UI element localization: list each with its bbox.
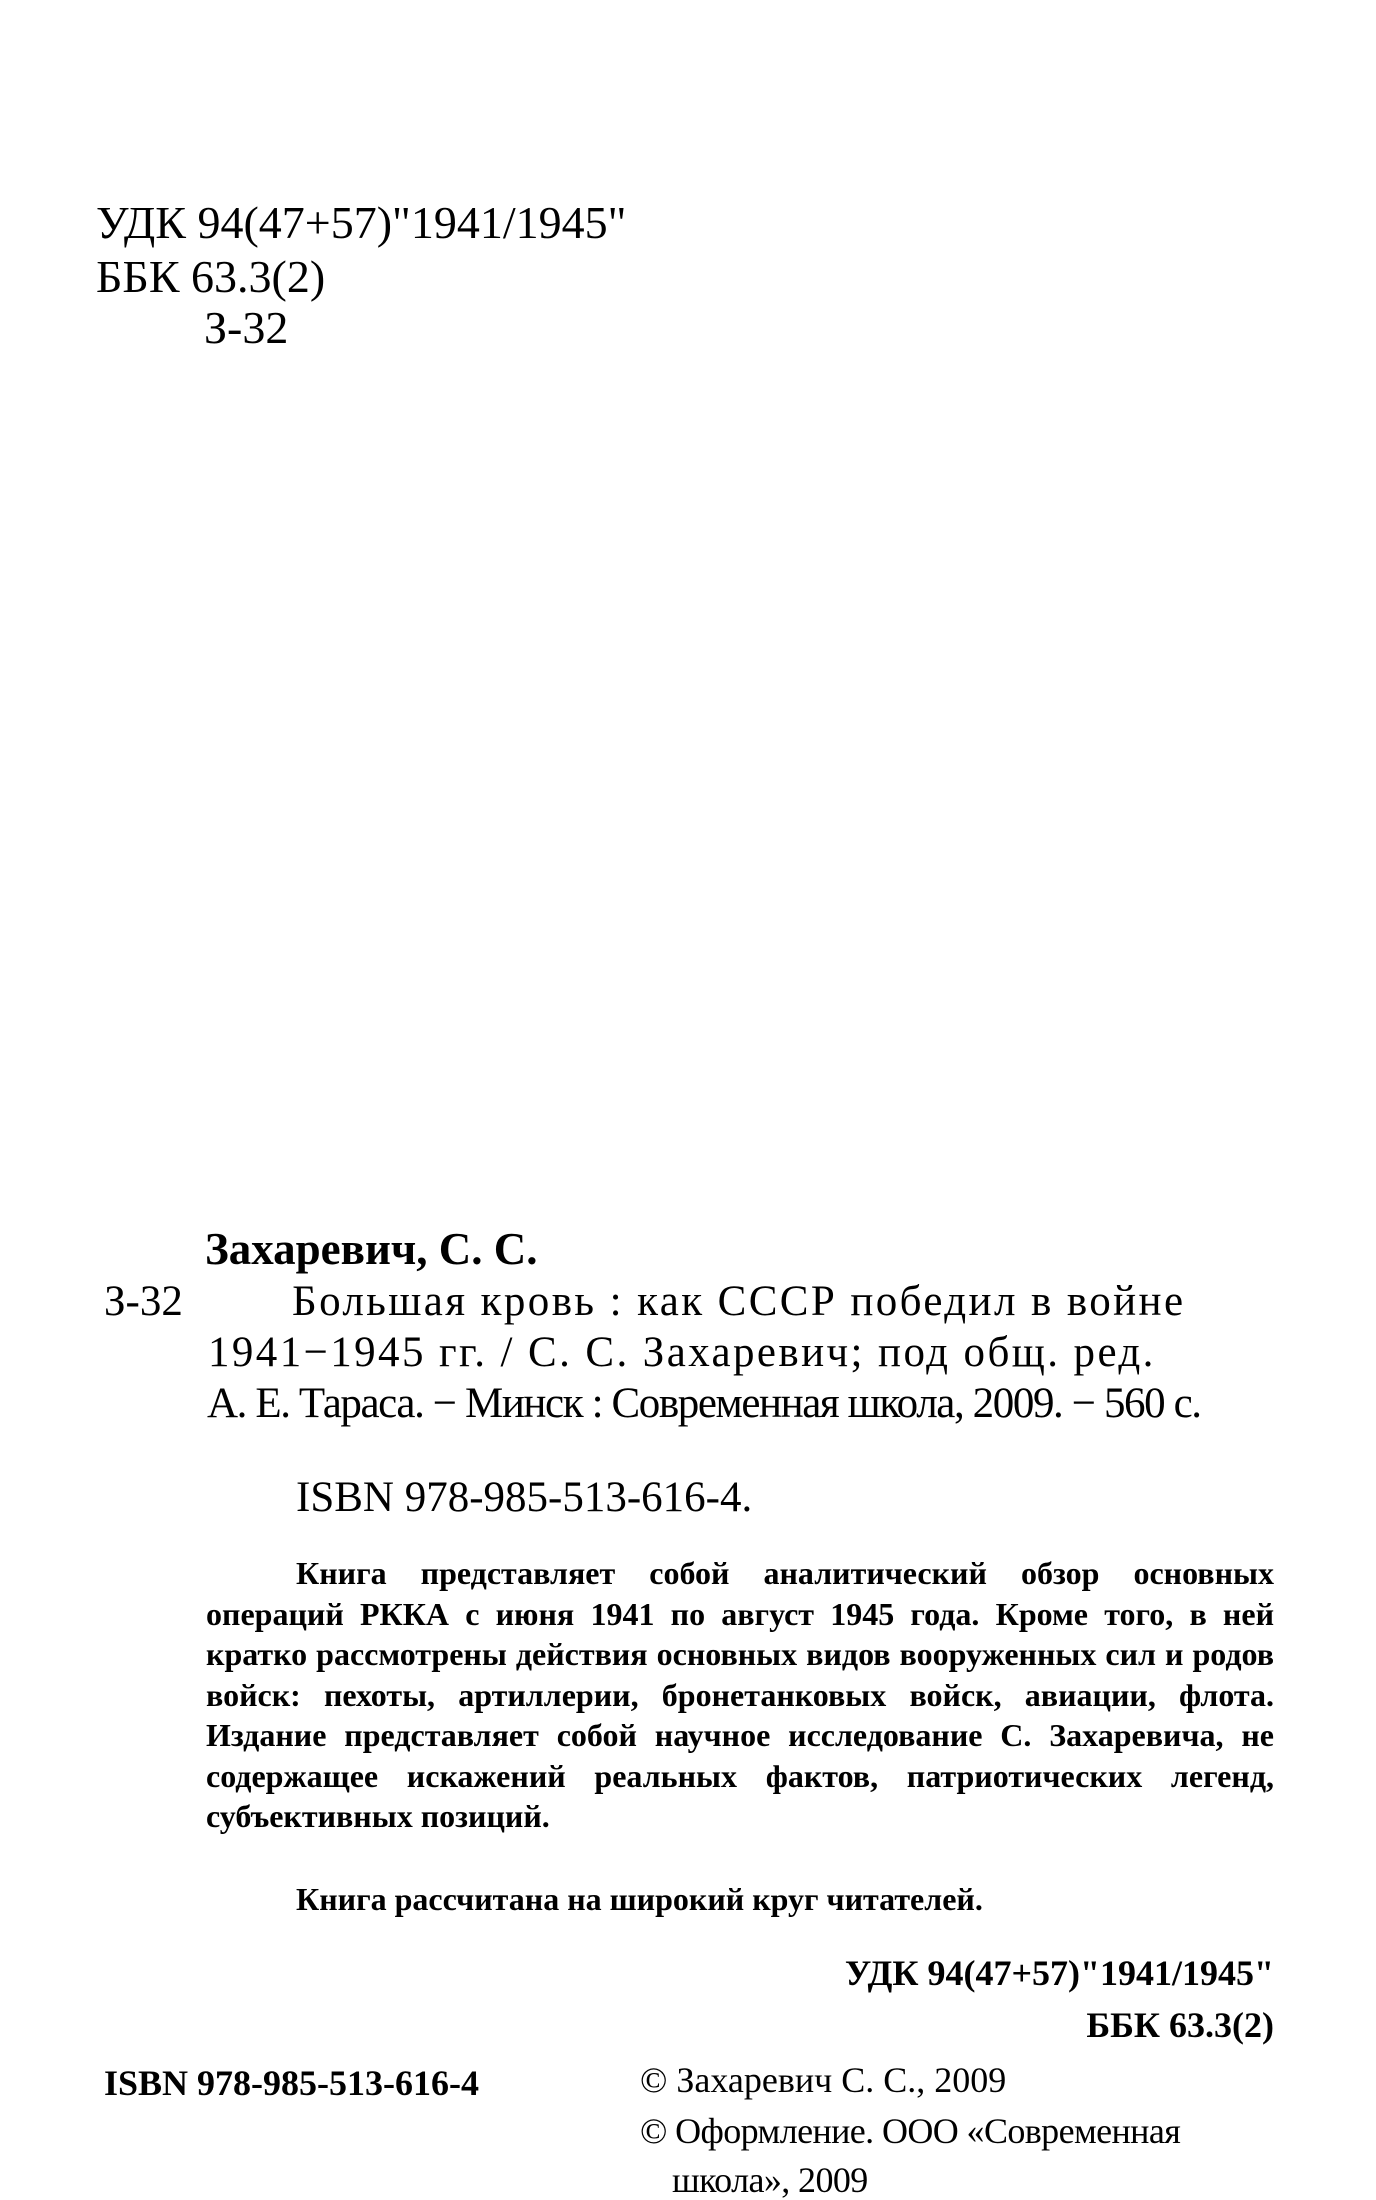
author-name: Захаревич, С. С. <box>205 1224 538 1274</box>
bib-line-2: 1941−1945 гг. / С. С. Захаревич; под общ. ред. <box>208 1329 1156 1376</box>
bib-line-3: А. Е. Тараса. − Минск : Современная школа, 2009. − 560 с. <box>207 1380 1201 1427</box>
annotation-text: Книга представляет собой аналитический обзор основных операций РККА с июня 1941 по август 1945 года. Кроме того, в ней кратко рассмотрены действия основных видов вооруженных сил и родов войск: пехоты, артиллерии, бронетанковых войск, авиации, флота. Издание представляет собой научное исследование С. Захаревича, не содержащее искажений реальных фактов, патриотических легенд, субъективных позиций. <box>206 1555 1274 1834</box>
copyright-author: © Захаревич С. С., 2009 <box>640 2060 1007 2100</box>
footer-udk: УДК 94(47+57)"1941/1945" <box>844 1953 1274 1993</box>
footer-isbn: ISBN 978-985-513-616-4 <box>104 2063 479 2103</box>
copyright-design: © Оформление. ООО «Современная <box>640 2111 1181 2151</box>
record-isbn: ISBN 978-985-513-616-4. <box>296 1474 753 1521</box>
annotation-audience: Книга рассчитана на широкий круг читателей. <box>296 1881 983 1917</box>
copyright-publisher: школа», 2009 <box>672 2160 868 2200</box>
footer-bbk: ББК 63.3(2) <box>1086 2005 1274 2045</box>
header-code: З-32 <box>204 302 289 353</box>
header-bbk: ББК 63.3(2) <box>96 251 326 302</box>
header-udk: УДК 94(47+57)"1941/1945" <box>96 197 627 248</box>
bib-line-1: Большая кровь : как СССР победил в войне <box>292 1278 1186 1325</box>
record-code: З-32 <box>104 1278 183 1325</box>
